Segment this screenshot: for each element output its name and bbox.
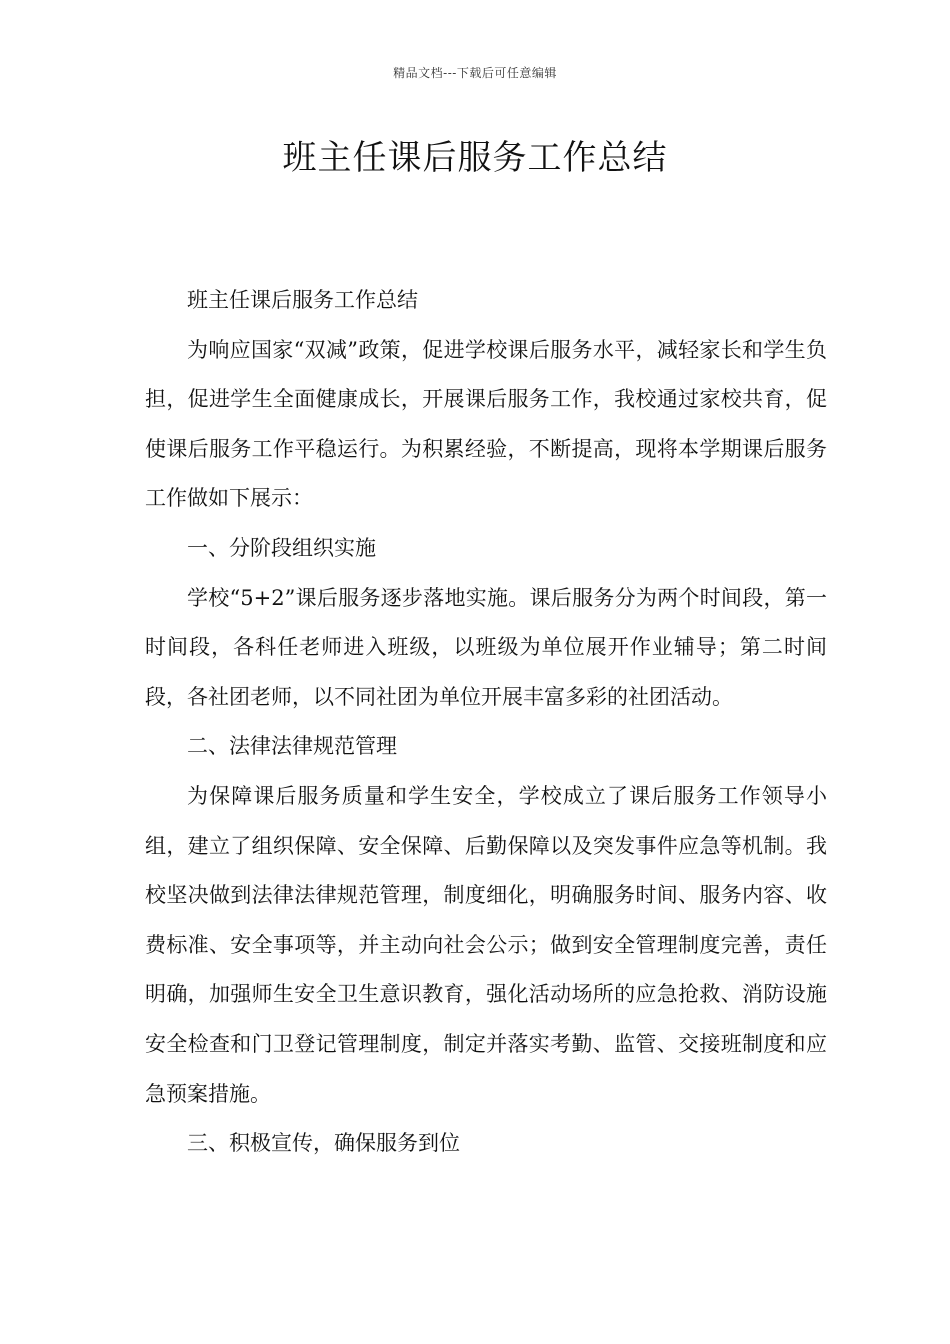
document-title: 班主任课后服务工作总结 bbox=[282, 138, 668, 178]
section-heading-2: 二、法律法律规范管理 bbox=[187, 734, 397, 759]
section-heading-3: 三、积极宣传，确保服务到位 bbox=[187, 1131, 460, 1156]
section-heading-1: 一、分阶段组织实施 bbox=[187, 535, 376, 560]
document-body bbox=[145, 276, 827, 1169]
paragraph-intro: 为响应国家“双减”政策，促进学校课后服务水平，减轻家长和学生负担，促进学生全面健康成长，开展课后服务工作，我校通过家校共育，促使课后服务工作平稳运行。为积累经验，不断提高，现将本学期课后服务工作做如下展示： bbox=[145, 337, 827, 511]
paragraph-section-2: 为保障课后服务质量和学生安全，学校成立了课后服务工作领导小组，建立了组织保障、安全保障、后勤保障以及突发事件应急等机制。我校坚决做到法律法律规范管理，制度细化，明确服务时间、服务内容、收费标准、安全事项等，并主动向社会公示；做到安全管理制度完善，责任明确，加强师生安全卫生意识教育，强化活动场所的应急抢救、消防设施安全检查和门卫登记管理制度，制定并落实考勤、监管、交接班制度和应急预案措施。 bbox=[145, 783, 827, 1106]
paragraph-subtitle: 班主任课后服务工作总结 bbox=[187, 288, 418, 312]
paragraph-section-1: 学校“5+2”课后服务逐步落地实施。课后服务分为两个时间段，第一时间段，各科任老师进入班级，以班级为单位展开作业辅导；第二时间段，各社团老师，以不同社团为单位开展丰富多彩的社团活动。 bbox=[145, 585, 827, 709]
header-note: 精品文档---下载后可任意编辑 bbox=[393, 66, 557, 80]
